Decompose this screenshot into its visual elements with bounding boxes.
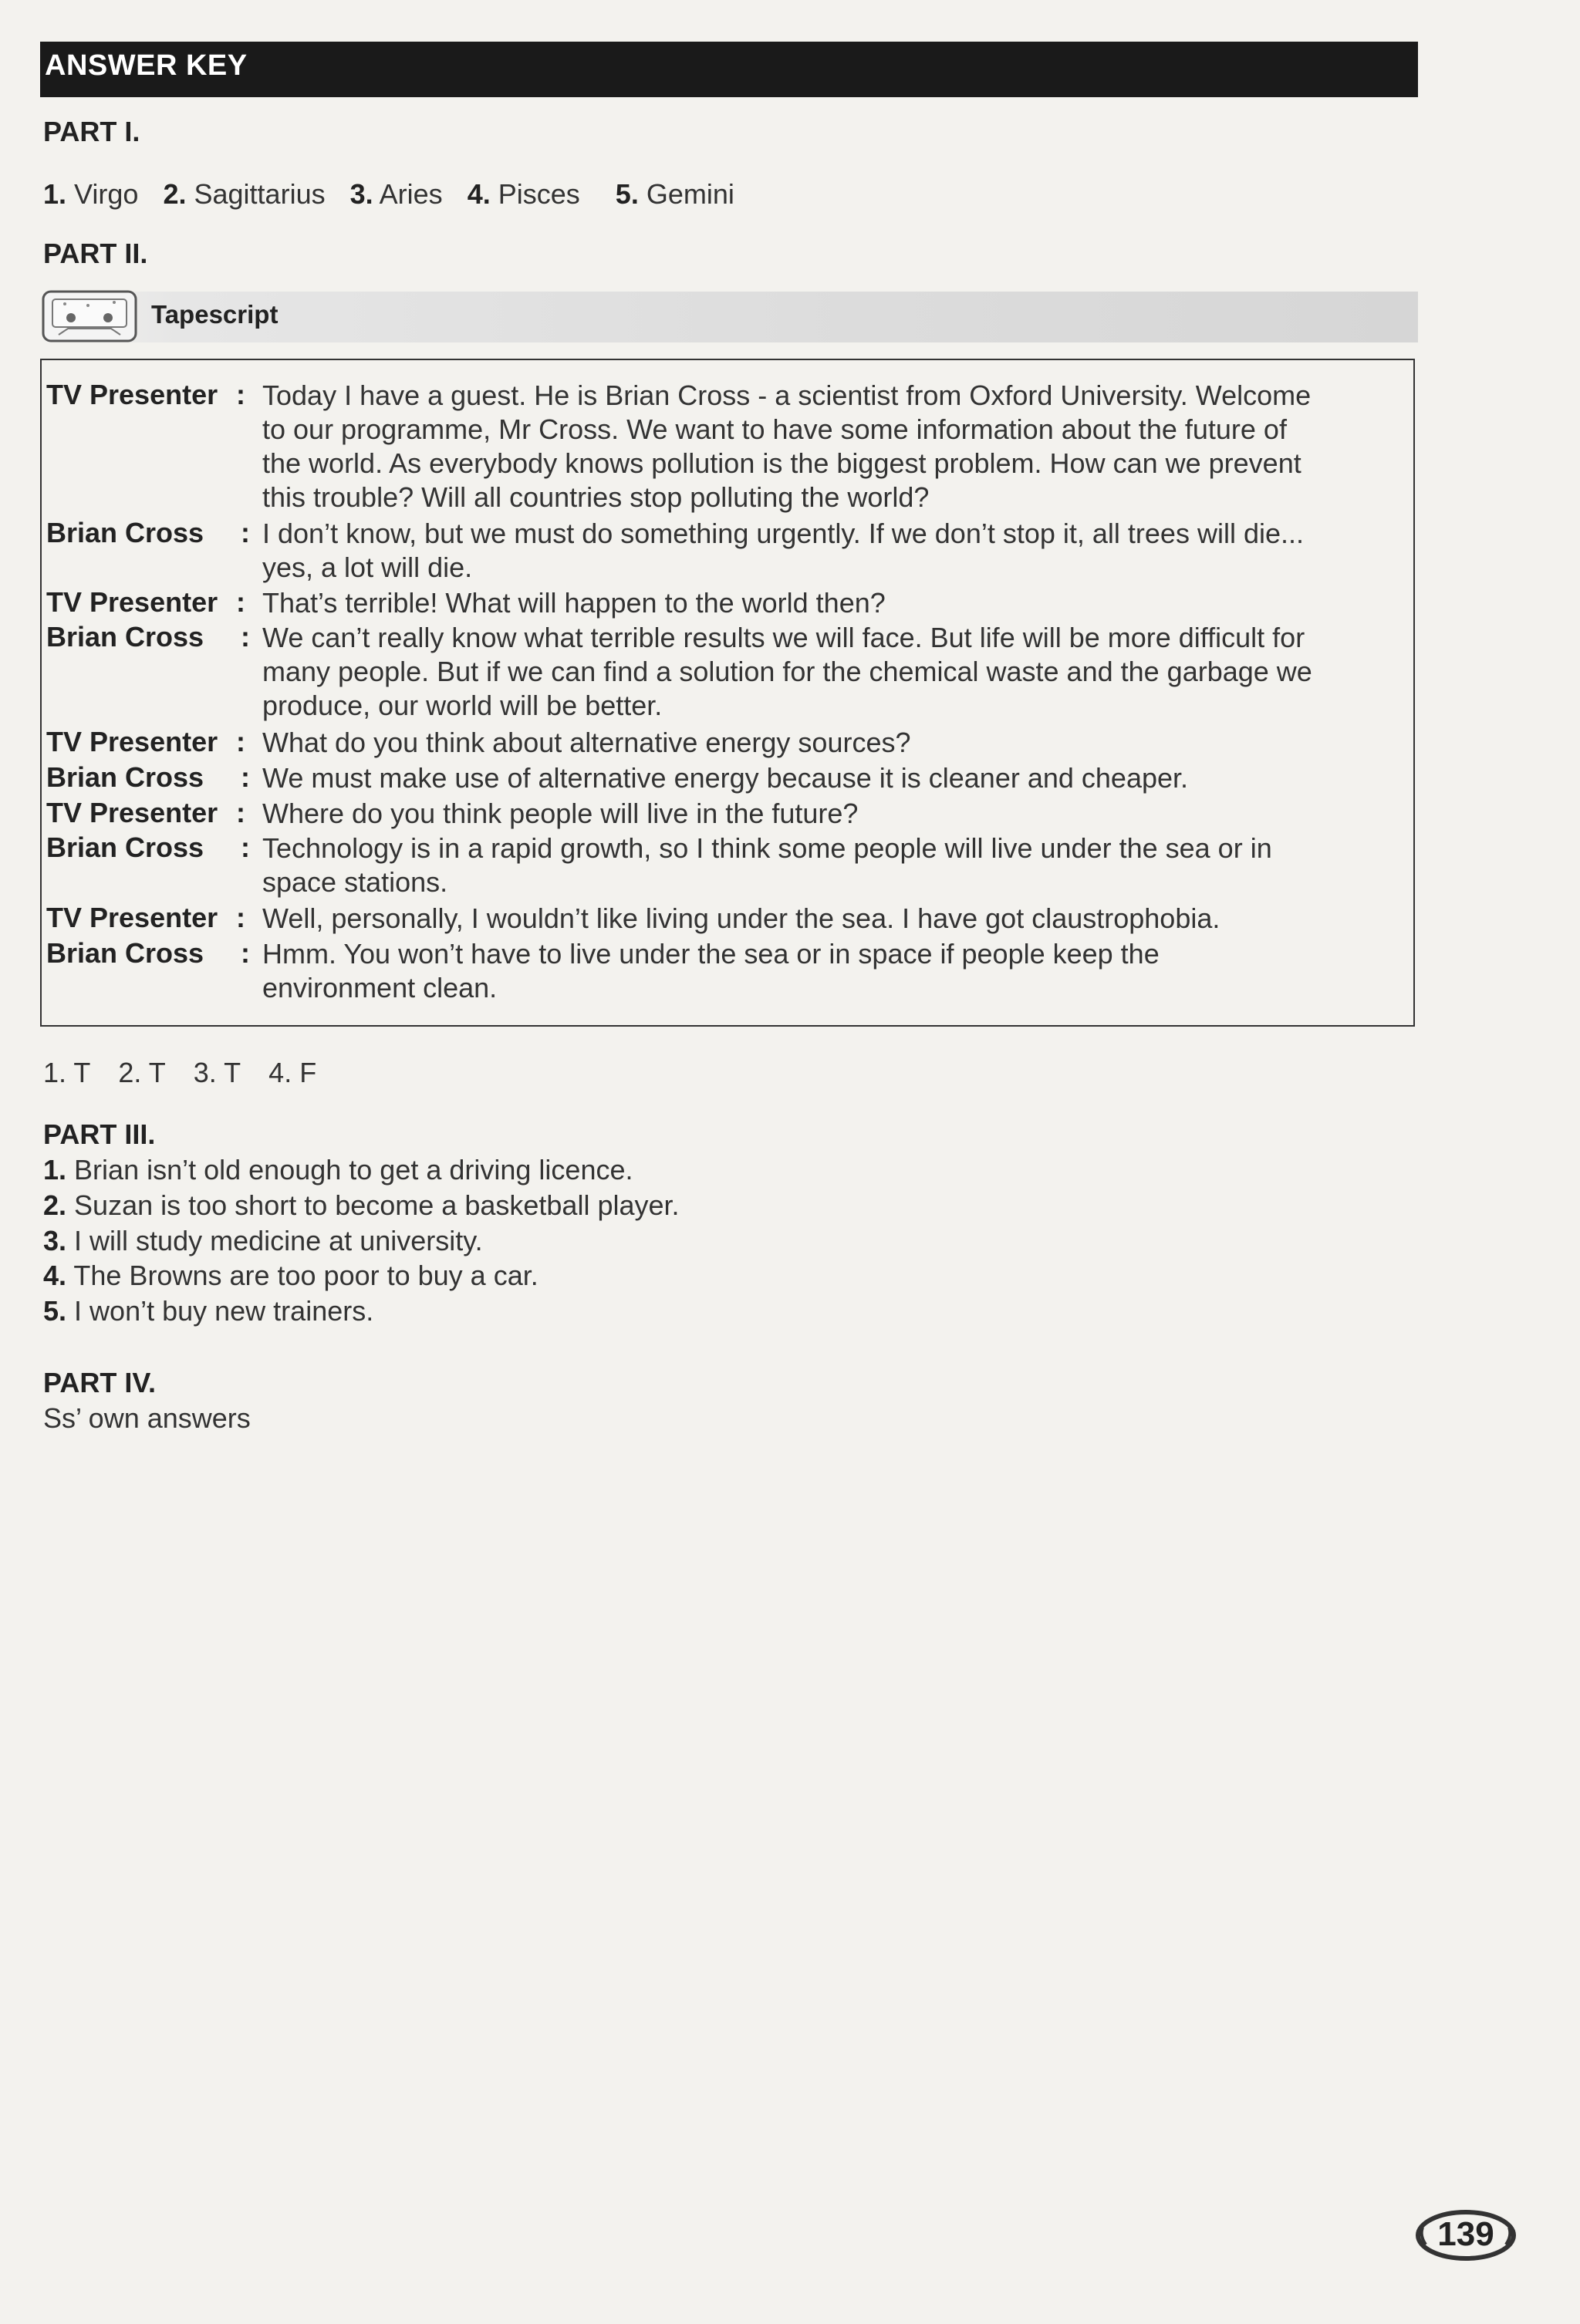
part3-item: 3. I will study medicine at university. [43, 1225, 483, 1256]
part3-item: 2. Suzan is too short to become a basketball player. [43, 1189, 680, 1221]
tf-answer: 1. T [43, 1057, 91, 1088]
part1-answer: 3. Aries [349, 178, 443, 210]
part3-item: 4. The Browns are too poor to buy a car. [43, 1260, 538, 1291]
tf-answer: 3. T [193, 1057, 241, 1088]
part3-heading: PART III. [43, 1118, 156, 1150]
header-title: ANSWER KEY [45, 49, 248, 82]
part2-heading: PART II. [43, 238, 148, 269]
tapescript-box [40, 359, 1415, 1027]
part1-answer: 2. Sagittarius [163, 178, 326, 210]
dialogue-text: Hmm. You won’t have to live under the sea or in space if people keep the environment clean. [262, 938, 1160, 1003]
dialogue-text: Technology is in a rapid growth, so I think some people will live under the sea or in space stations. [262, 832, 1272, 898]
dialogue-text: Where do you think people will live in the future? [262, 798, 859, 829]
speaker-name: Brian Cross [46, 761, 204, 793]
tapescript-label: Tapescript [151, 300, 279, 329]
dialogue-text: What do you think about alternative energy sources? [262, 727, 911, 758]
dialogue-text: That’s terrible! What will happen to the world then? [262, 587, 886, 619]
part1-answer: 4. Pisces [467, 178, 580, 210]
speaker-name: TV Presenter [46, 726, 218, 757]
page-number [1412, 2204, 1520, 2266]
part1-answers [43, 178, 751, 211]
dialogue-text: We can’t really know what terrible results we will face. But life will be more difficult for many people. But if we can find a solution for the chemical waste and the garbage we produce, our world will be better. [262, 622, 1312, 721]
dialogue-text: I don’t know, but we must do something urgently. If we don’t stop it, all trees will die... yes, a lot will die. [262, 518, 1304, 583]
cassette-icon [42, 288, 137, 344]
speaker-name: TV Presenter [46, 586, 218, 618]
part1-heading: PART I. [43, 116, 140, 147]
speaker-colon: : [236, 379, 245, 410]
dialogue-text: Well, personally, I wouldn’t like living under the sea. I have got claustrophobia. [262, 902, 1220, 934]
speaker-name: TV Presenter [46, 902, 218, 933]
part3-item: 5. I won’t buy new trainers. [43, 1295, 374, 1327]
speaker-name: TV Presenter [46, 379, 218, 410]
speaker-colon: : [236, 726, 245, 757]
speaker-colon: : [241, 937, 250, 969]
dialogue-text: We must make use of alternative energy because it is cleaner and cheaper. [262, 762, 1189, 794]
speaker-colon: : [241, 621, 250, 653]
part3-item: 1. Brian isn’t old enough to get a driving licence. [43, 1154, 633, 1186]
true-false-answers [43, 1057, 336, 1089]
speaker-name: TV Presenter [46, 797, 218, 828]
speaker-colon: : [236, 797, 245, 828]
part1-answer: 5. Gemini [615, 178, 734, 210]
part1-answer: 1. Virgo [43, 178, 139, 210]
answer-key-header [40, 42, 1418, 97]
speaker-colon: : [236, 902, 245, 933]
page-number-text: 139 [1437, 2215, 1494, 2253]
speaker-colon: : [241, 761, 250, 793]
speaker-name: Brian Cross [46, 831, 204, 863]
tf-answer: 2. T [118, 1057, 166, 1088]
part4-answer: Ss’ own answers [43, 1402, 251, 1434]
tf-answer: 4. F [268, 1057, 317, 1088]
speaker-name: Brian Cross [46, 937, 204, 969]
speaker-colon: : [241, 517, 250, 548]
part4-heading: PART IV. [43, 1367, 157, 1398]
speaker-colon: : [236, 586, 245, 618]
dialogue-text: Today I have a guest. He is Brian Cross - a scientist from Oxford University. Welcome to our programme, Mr Cross. We want to have some information about the future of the world. As everybody knows pollution is the biggest problem. How can we prevent this trouble? Will all countries stop polluting the world? [262, 379, 1312, 513]
speaker-name: Brian Cross [46, 621, 204, 653]
speaker-colon: : [241, 831, 250, 863]
speaker-name: Brian Cross [46, 517, 204, 548]
